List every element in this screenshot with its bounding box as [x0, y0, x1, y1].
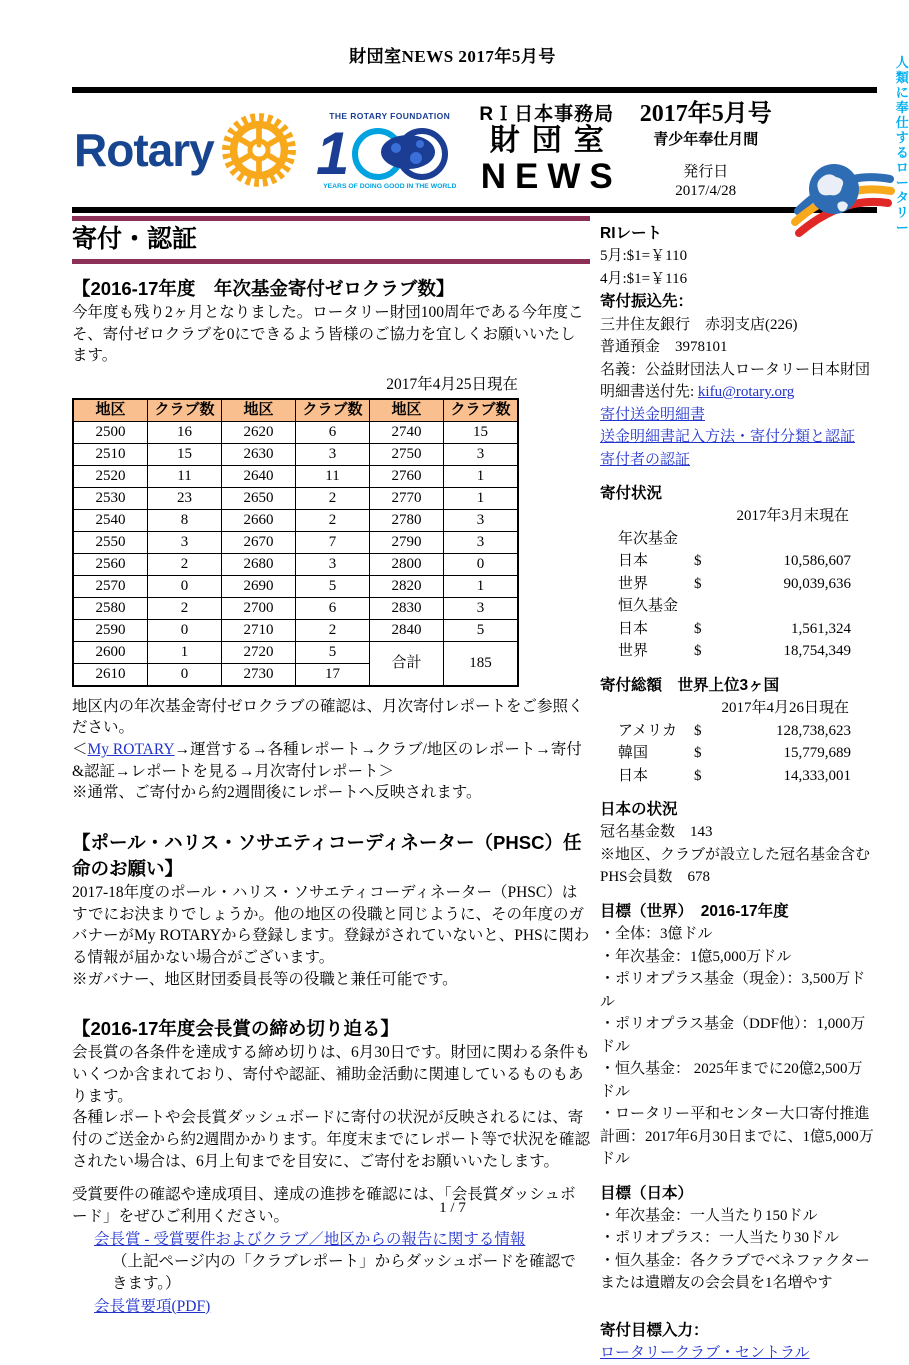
page-number: 1 / 7	[439, 1200, 466, 1216]
publish-label: 発行日	[683, 164, 729, 181]
table-cell: 2720	[222, 641, 296, 663]
table-cell: 2610	[73, 663, 148, 686]
goal-world-item: ・全体：3億ドル	[600, 926, 713, 942]
table-row	[73, 619, 518, 641]
table-cell: 2820	[370, 575, 444, 597]
article2-body: 2017-18年度のポール・ハリス・ソサエティコーディネーター（PHSC）はすでにお決まりでしょうか。他の地区の役職と同じように、その年度のガバナーがMy ROTARYから登録します。登録がされていないと、PHSに関わる情報が届かない場合がございます。	[72, 883, 590, 966]
table-cell: 2690	[222, 575, 296, 597]
goal-world-title: 目標（世界） 2016-17年度	[600, 902, 789, 920]
table-cell: 2650	[222, 487, 296, 509]
article1-body: 今年度も残り2ヶ月となりました。ロータリー財団100周年である今年度こそ、寄付ゼロクラブを0にできるよう皆様のご協力を宜しくお願いいたします。	[72, 303, 584, 365]
article3-link-note: （上記ページ内の「クラブレポート」からダッシュボードを確認できます。）	[112, 1253, 576, 1293]
table-cell: 2630	[222, 443, 296, 465]
article1-note3: ※通常、ご寄付から約2週間後にレポートへ反映されます。	[72, 784, 482, 802]
table-cell: 6	[296, 421, 370, 443]
table-cell: 2640	[222, 465, 296, 487]
table-cell: 2560	[73, 553, 148, 575]
table-header-cell: クラブ数	[296, 399, 370, 422]
rotary-logo-text: Rotary	[74, 124, 214, 176]
table-cell: 2760	[370, 465, 444, 487]
table-row	[73, 421, 518, 443]
table-cell: 15	[148, 443, 222, 465]
newsletter-masthead	[472, 105, 622, 196]
goal-world-item: ・年次基金：1億5,000万ドル	[600, 948, 792, 965]
money-row	[600, 550, 877, 573]
table-row	[73, 443, 518, 465]
money-currency: $	[694, 620, 702, 637]
table-cell: 17	[296, 663, 370, 686]
sidebar-link[interactable]: 寄付者の認証	[600, 451, 691, 468]
kifu-email-link[interactable]: kifu@rotary.org	[697, 384, 795, 400]
money-amount: 1,561,324	[791, 620, 851, 637]
japan-status-lines	[600, 821, 877, 889]
theme-slogan-line3: ロータリー	[895, 159, 909, 235]
article1-note2	[72, 739, 590, 782]
money-label: 世界	[618, 575, 649, 592]
japan-status-line: 冠名基金数 143	[600, 824, 713, 841]
foundation-logo-title: THE ROTARY FOUNDATION	[329, 110, 451, 121]
table-cell: 5	[444, 619, 519, 641]
table-cell: 2830	[370, 597, 444, 619]
money-row	[600, 765, 877, 788]
money-label: 韓国	[618, 745, 649, 761]
table-cell: 2	[296, 487, 370, 509]
annual-fund-label: 年次基金	[618, 530, 679, 547]
table-cell: 1	[444, 575, 519, 597]
goal-japan-item: ・恒久基金：各クラブでベネファクターまたは遺贈友の会会員を1名増やす	[600, 1252, 870, 1292]
money-currency: $	[694, 745, 702, 761]
table-cell: 1	[148, 641, 222, 663]
table-cell: 3	[444, 443, 519, 465]
theme-slogan-line2: 奉仕する	[895, 100, 909, 160]
table-row	[73, 597, 518, 619]
table-cell: 2580	[73, 597, 148, 619]
table-cell: 0	[148, 575, 222, 597]
table-cell: 3	[296, 443, 370, 465]
table-cell: 11	[148, 465, 222, 487]
sidebar-link[interactable]: 寄付送金明細書	[600, 406, 706, 423]
zero-club-table	[72, 398, 519, 687]
table-row	[73, 487, 518, 509]
citation-pdf-link[interactable]: 会長賞要項(PDF)	[94, 1297, 211, 1315]
table-cell: 1	[444, 465, 519, 487]
table-cell: 15	[444, 421, 519, 443]
goal-japan-item: ・年次基金：一人当たり150ドル	[600, 1207, 818, 1224]
bank-account: 普通預金 3978101	[600, 339, 728, 355]
donation-status-title: 寄付状況	[600, 485, 663, 502]
bank-name: 三井住友銀行 赤羽支店(226)	[600, 316, 798, 333]
svg-text:1: 1	[315, 119, 350, 187]
statement-send-label: 明細書送付先:	[600, 384, 698, 400]
article3-body3: 受賞要件の確認や達成項目、達成の進捗を確認には、「会長賞ダッシュボード」をぜひご利用ください。	[72, 1186, 576, 1225]
foundation-logo-tagline: YEARS OF DOING GOOD IN THE WORLD	[323, 182, 457, 190]
bank-links	[600, 404, 877, 472]
money-amount: 14,333,001	[783, 767, 851, 784]
table-row	[73, 641, 518, 663]
table-cell: 2620	[222, 421, 296, 443]
table-header-cell: 地区	[370, 399, 444, 422]
money-currency: $	[694, 722, 702, 739]
bank-holder: 名義：公益財団法人ロータリー日本財団	[600, 361, 871, 378]
article3-body1: 会長賞の各条件を達成する締め切りは、6月30日です。財団に関わる条件もいくつか含まれており、寄付や認証、補助金活動に関連しているものもあります。	[72, 1044, 591, 1105]
statement-send-row	[600, 381, 877, 404]
table-cell: 2740	[370, 421, 444, 443]
goal-input-title: 寄付目標入力：	[600, 1321, 709, 1339]
table-cell: 2710	[222, 619, 296, 641]
table-header-cell: 地区	[222, 399, 296, 422]
club-central-link[interactable]: ロータリークラブ・セントラル	[600, 1345, 810, 1361]
table-cell: 2750	[370, 443, 444, 465]
sidebar	[600, 216, 877, 1365]
goal-world-item: ・恒久基金： 2025年までに20億2,500万ドル	[600, 1061, 863, 1100]
citation-pdf-link-row	[72, 1296, 590, 1318]
money-amount: 10,586,607	[783, 553, 851, 570]
goal-japan-title: 目標（日本）	[600, 1184, 694, 1202]
goal-world-items	[600, 923, 877, 1171]
table-cell: 2590	[73, 619, 148, 641]
publish-date: 2017/4/28	[675, 182, 737, 199]
money-row	[600, 618, 877, 641]
table-cell: 2770	[370, 487, 444, 509]
table-header-cell: クラブ数	[148, 399, 222, 422]
table-cell: 0	[148, 663, 222, 686]
money-row	[600, 573, 877, 596]
table-cell: 2800	[370, 553, 444, 575]
table-row	[73, 531, 518, 553]
theme-slogan	[896, 56, 909, 243]
article2-note: ※ガバナー、地区財団委員長等の役職と兼任可能です。	[72, 970, 458, 988]
issue-title: 2017年5月号	[639, 101, 772, 128]
table-cell: 2780	[370, 509, 444, 531]
article3-body2: 各種レポートや会長賞ダッシュボードに寄付の状況が反映されるには、寄付のご送金から約2週間かかります。年度末までにレポート等で状況を確認されたい場合は、6月上旬までを目安に、ご寄付をお願いいたします。	[72, 1109, 591, 1170]
money-amount: 128,738,623	[776, 722, 851, 739]
donation-total-as-of: 2017年4月26日現在	[721, 700, 849, 716]
table-cell: 2790	[370, 531, 444, 553]
money-label: アメリカ	[618, 722, 677, 739]
japan-status-line: PHS会員数 678	[600, 869, 711, 886]
money-currency: $	[694, 643, 702, 660]
main-column	[72, 216, 590, 1365]
table-cell: 3	[444, 531, 519, 553]
goal-world-item: ・ポリオプラス基金（現金）：3,500万ドル	[600, 971, 866, 1010]
table-cell: 23	[148, 487, 222, 509]
theme-slogan-line1: 人類に	[895, 55, 909, 101]
goal-world-item: ・ポリオプラス基金（DDF他）：1,000万ドル	[600, 1016, 866, 1055]
bank-title: 寄付振込先：	[600, 293, 694, 311]
article3-title: 【2016-17年度会長賞の締め切り迫る】	[72, 1018, 399, 1040]
masthead-line1: RＩ日本事務局	[479, 103, 615, 125]
goal-japan-items	[600, 1205, 877, 1295]
goal-world-item: ・ロータリー平和センター大口寄付推進計画：2017年6月30日までに、1億5,000万ドル	[600, 1106, 874, 1167]
article2-title: 【ポール・ハリス・ソサエティコーディネーター（PHSC）任命のお願い】	[72, 832, 582, 879]
zero-club-table-head	[73, 399, 518, 422]
table-cell: 7	[296, 531, 370, 553]
maroon-rule-bottom	[72, 259, 590, 264]
japan-status-line: ※地区、クラブが設立した冠名基金含む	[600, 846, 871, 863]
table-row	[73, 553, 518, 575]
presidential-citation-info-link[interactable]: 会長賞 - 受賞要件およびクラブ／地区からの報告に関する情報	[94, 1230, 526, 1248]
section-header: 寄付・認証	[72, 225, 198, 253]
table-cell: 3	[148, 531, 222, 553]
table-cell: 2530	[73, 487, 148, 509]
table-as-of-date: 2017年4月25日現在	[386, 375, 518, 393]
table-cell: 2840	[370, 619, 444, 641]
table-cell: 3	[444, 509, 519, 531]
donation-total-title: 寄付総額 世界上位3ヶ国	[600, 676, 780, 694]
money-label: 日本	[618, 620, 649, 637]
foundation-centennial-logo	[316, 111, 464, 190]
presidential-citation-link-row	[72, 1229, 590, 1251]
note2-prefix: ＜	[72, 741, 88, 759]
my-rotary-link[interactable]: My ROTARY	[87, 741, 175, 759]
table-cell: 8	[148, 509, 222, 531]
table-cell: 0	[444, 553, 519, 575]
money-amount: 90,039,636	[783, 575, 851, 592]
rotary-logo	[74, 109, 300, 191]
table-cell: 2	[296, 619, 370, 641]
table-cell: 5	[296, 575, 370, 597]
money-currency: $	[694, 767, 702, 784]
money-currency: $	[694, 575, 702, 592]
table-header-cell: クラブ数	[444, 399, 519, 422]
sidebar-link[interactable]: 送金明細書記入方法・寄付分類と認証	[600, 429, 856, 445]
table-cell: 1	[444, 487, 519, 509]
table-cell: 2680	[222, 553, 296, 575]
table-cell: 2600	[73, 641, 148, 663]
table-cell: 2540	[73, 509, 148, 531]
table-cell: 6	[296, 597, 370, 619]
masthead-line2: 財団室	[489, 124, 616, 158]
issue-info	[630, 99, 782, 200]
table-cell: 2510	[73, 443, 148, 465]
ri-rate-lines	[600, 245, 877, 290]
note2-suffix: →運営する→各種レポート→クラブ/地区のレポート→寄付&認証→レポートを見る→月次寄付レポート＞	[72, 741, 582, 780]
ri-rate-title: RIレート	[600, 225, 663, 242]
rotary-wheel-icon	[218, 109, 300, 191]
money-label: 世界	[618, 643, 649, 660]
table-cell: 2	[296, 509, 370, 531]
japan-status-title: 日本の状況	[600, 801, 678, 818]
table-cell: 16	[148, 421, 222, 443]
page-title: 財団室NEWS 2017年5月号	[349, 47, 556, 66]
money-row	[600, 720, 877, 743]
issue-subtitle: 青少年奉仕月間	[653, 132, 759, 149]
table-cell: 5	[296, 641, 370, 663]
annual-fund-rows	[600, 550, 877, 595]
table-cell: 2520	[73, 465, 148, 487]
money-label: 日本	[618, 767, 649, 784]
table-cell: 3	[296, 553, 370, 575]
table-row	[73, 465, 518, 487]
table-row	[73, 575, 518, 597]
table-cell: 2	[148, 553, 222, 575]
table-cell: 11	[296, 465, 370, 487]
content-columns	[72, 216, 877, 1365]
donation-status-as-of: 2017年3月末現在	[736, 508, 849, 525]
table-row	[73, 509, 518, 531]
money-currency: $	[694, 553, 702, 570]
table-cell: 3	[444, 597, 519, 619]
table-cell: 2730	[222, 663, 296, 686]
money-amount: 15,779,689	[783, 745, 851, 761]
table-cell: 2700	[222, 597, 296, 619]
money-row	[600, 640, 877, 663]
table-cell: 2	[148, 597, 222, 619]
donation-total-rows	[600, 720, 877, 788]
table-total-label: 合計	[370, 641, 444, 686]
money-amount: 18,754,349	[783, 643, 851, 660]
money-row	[600, 742, 877, 765]
ri-rate-line: 5月:$1=￥110	[600, 248, 688, 265]
article1-note1: 地区内の年次基金寄付ゼロクラブの確認は、月次寄付レポートをご参照ください。	[72, 697, 584, 737]
endowment-fund-label: 恒久基金	[618, 598, 679, 615]
goal-japan-item: ・ポリオプラス：一人当たり30ドル	[600, 1230, 839, 1247]
money-label: 日本	[618, 553, 649, 570]
table-cell: 2570	[73, 575, 148, 597]
table-header-cell: 地区	[73, 399, 148, 422]
table-cell: 2500	[73, 421, 148, 443]
table-cell: 2550	[73, 531, 148, 553]
table-cell: 0	[148, 619, 222, 641]
table-cell: 2670	[222, 531, 296, 553]
masthead-line3: NEWS	[480, 156, 622, 196]
table-cell: 2660	[222, 509, 296, 531]
article1-title: 【2016-17年度 年次基金寄付ゼロクラブ数】	[72, 278, 455, 299]
table-total-value: 185	[444, 641, 519, 686]
ri-rate-line: 4月:$1=￥116	[600, 270, 688, 287]
endowment-fund-rows	[600, 618, 877, 663]
zero-club-table-body	[73, 421, 518, 686]
